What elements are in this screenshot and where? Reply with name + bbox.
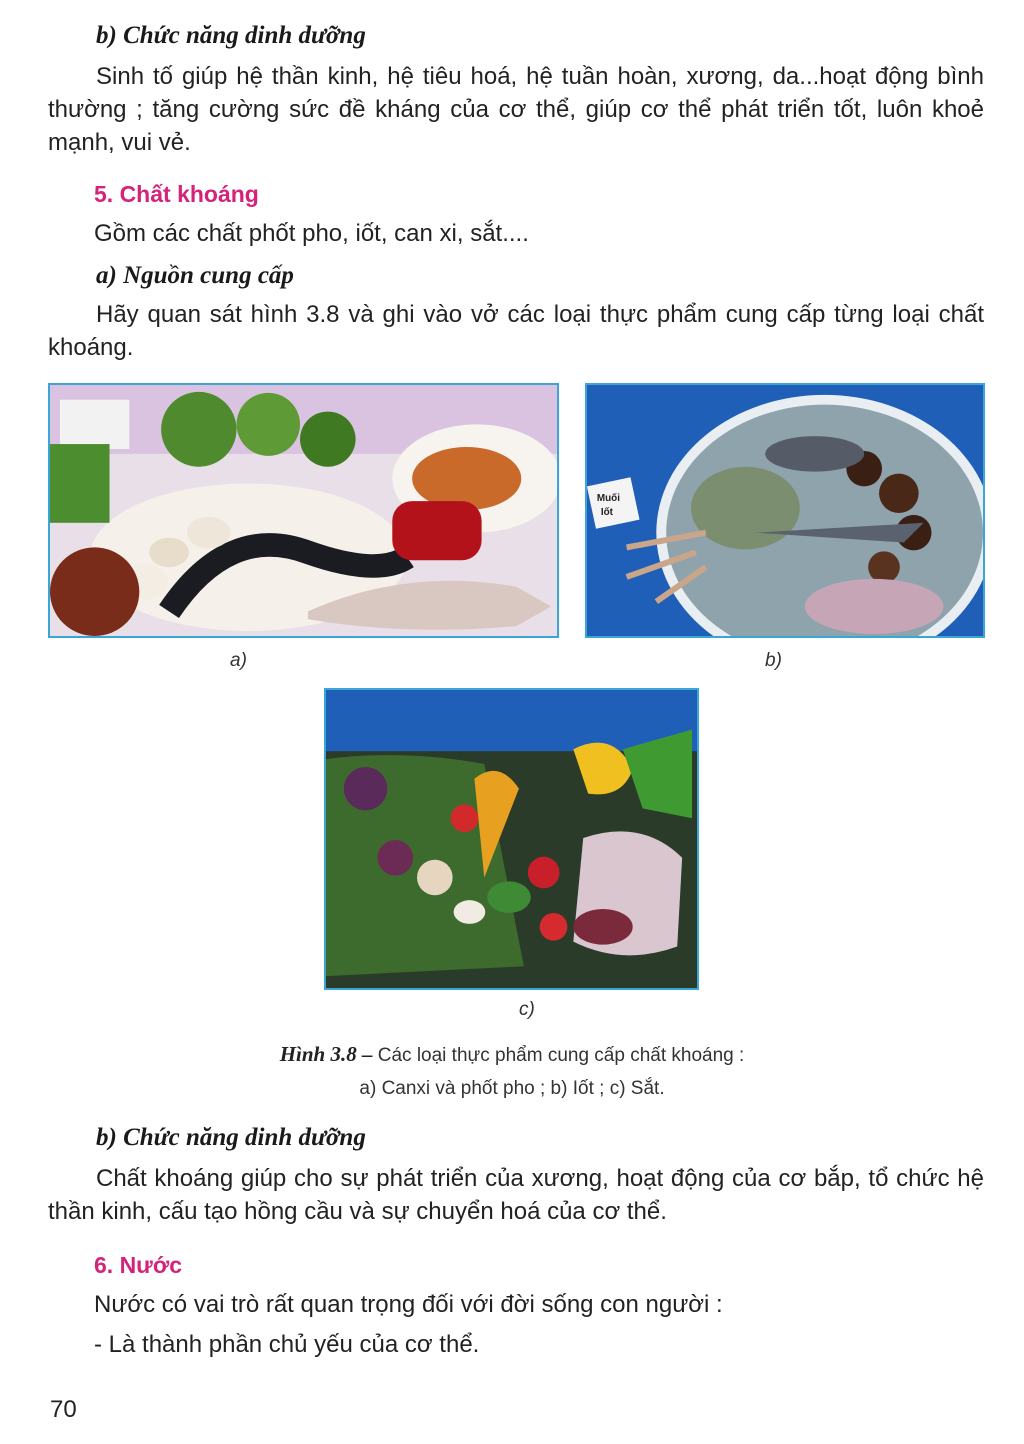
food-illustration-a — [50, 385, 557, 636]
page-number: 70 — [50, 1396, 77, 1423]
figure-caption-line-1 — [0, 1042, 1024, 1067]
food-illustration-b — [587, 385, 983, 636]
photo-iron-foods — [324, 688, 699, 990]
photo-calcium-phosphorus-foods — [48, 383, 559, 638]
section-5a-paragraph: Hãy quan sát hình 3.8 và ghi vào vở các loại thực phẩm cung cấp từng loại chất khoáng. — [48, 301, 984, 361]
section-b-paragraph: Sinh tố giúp hệ thần kinh, hệ tiêu hoá, hệ tuần hoàn, xương, da...hoạt động bình thường ; tăng cường sức đề kháng của cơ thể, giúp cơ thể phát triển tốt, luôn khoẻ mạnh, vui vẻ. — [48, 63, 984, 156]
section-5b-title: b) Chức năng dinh dưỡng — [96, 1124, 366, 1151]
section-6-title: 6. Nước — [94, 1252, 182, 1278]
section-6-intro: Nước có vai trò rất quan trọng đối với đời sống con người : — [94, 1291, 723, 1318]
figure-label-c: c) — [519, 999, 535, 1020]
figure-caption-line-2: a) Canxi và phốt pho ; b) Iốt ; c) Sắt. — [359, 1078, 665, 1099]
photo-iodine-foods — [585, 383, 985, 638]
section-5-intro: Gồm các chất phốt pho, iốt, can xi, sắt.... — [94, 220, 529, 247]
figure-label-b: b) — [765, 650, 782, 671]
salt-sign-text: Iốt — [600, 506, 613, 518]
section-5a-title: a) Nguồn cung cấp — [96, 262, 294, 289]
section-b-title: b) Chức năng dinh dưỡng — [96, 22, 366, 49]
figure-caption-title: Các loại thực phẩm cung cấp chất khoáng : — [372, 1045, 745, 1066]
food-illustration-c — [326, 690, 697, 988]
salt-sign-text: Muối — [596, 493, 620, 505]
section-5b-paragraph: Chất khoáng giúp cho sự phát triển của xương, hoạt động của cơ bắp, tổ chức hệ thần kinh, cấu tạo hồng cầu và sự chuyển hoá của cơ thể. — [48, 1165, 984, 1225]
figure-label-a: a) — [230, 650, 247, 671]
section-5-title: 5. Chất khoáng — [94, 181, 259, 207]
figure-caption-number: Hình 3.8 – — [279, 1042, 373, 1066]
section-6-item-1: - Là thành phần chủ yếu của cơ thể. — [94, 1331, 480, 1358]
